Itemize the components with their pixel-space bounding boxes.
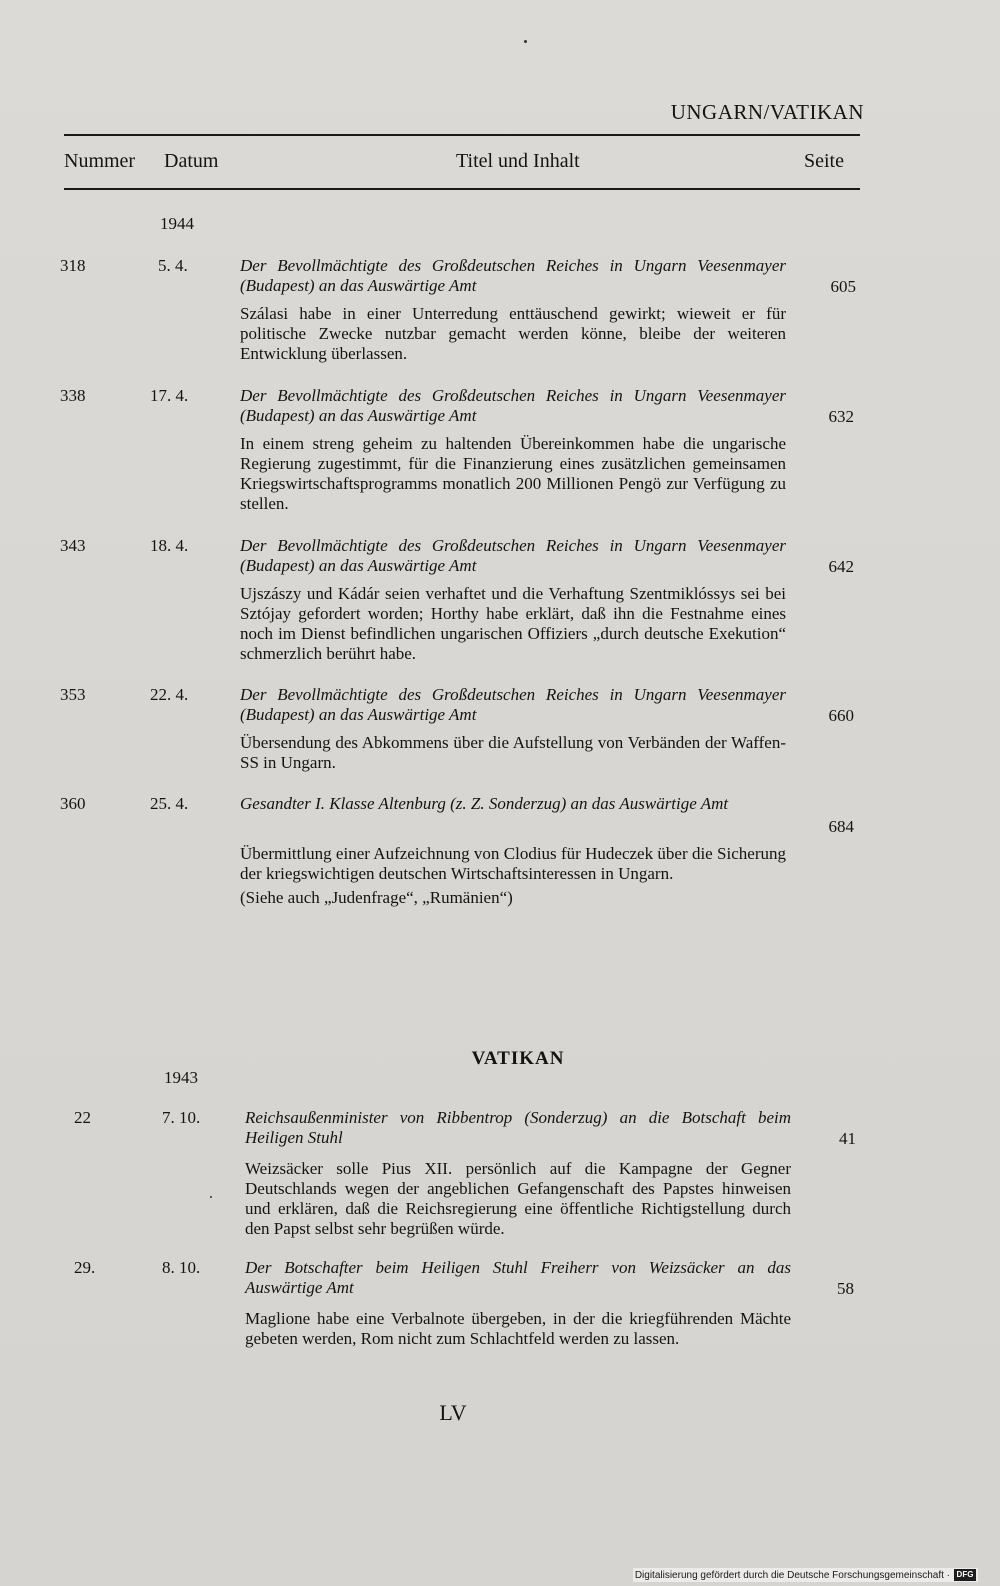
entry-number: 338 bbox=[60, 386, 86, 405]
entry-summary bbox=[245, 1159, 791, 1239]
header-rule-top bbox=[64, 134, 860, 136]
entry-title: Der Bevollmächtigte des Großdeutschen Reiches in Ungarn Veesenmayer (Budapest) an das Auswärtige Amt bbox=[240, 256, 786, 295]
digitization-credit bbox=[633, 1568, 978, 1582]
entry-summary bbox=[240, 584, 786, 664]
column-header-title: Titel und Inhalt bbox=[456, 150, 580, 172]
entry-page: 632 bbox=[828, 407, 854, 426]
page-number: LV bbox=[439, 1400, 467, 1425]
entry-summary bbox=[245, 1309, 791, 1349]
entry-date: 22. 4. bbox=[150, 685, 189, 704]
entry-number: 22 bbox=[74, 1108, 91, 1127]
entry-title: Reichsaußenminister von Ribbentrop (Sonderzug) an die Botschaft beim Heiligen Stuhl bbox=[245, 1108, 791, 1147]
section-heading: VATIKAN bbox=[471, 1048, 565, 1069]
entry-number: 353 bbox=[60, 685, 86, 704]
entry-number: 29. bbox=[74, 1258, 96, 1277]
scan-speck bbox=[524, 40, 527, 43]
summary-paragraph: Ujszászy und Kádár seien verhaftet und die Verhaftung Szentmiklóssys sei bei Sztójay gefordert worden; Horthy habe erklärt, daß ihn die Festnahme eines noch im Dienst befindlichen ungarischen Offiziers „durch deutsche Exekution“ schmerzlich berührt habe. bbox=[240, 584, 786, 663]
year-label-ungarn: 1944 bbox=[160, 214, 194, 233]
entry-page: 58 bbox=[837, 1279, 854, 1298]
entry-date: 8. 10. bbox=[162, 1258, 201, 1277]
year-label-vatikan: 1943 bbox=[164, 1068, 198, 1087]
entry-summary bbox=[240, 733, 786, 773]
summary-paragraph: Weizsäcker solle Pius XII. persönlich auf die Kampagne der Gegner Deutschlands wegen der angeblichen Gefangenschaft des Papstes hinweisen und erklären, daß die Reichsregierung eine öffentliche Richtigstellung durch den Papst selbst sehr begrüßen würde. bbox=[245, 1159, 791, 1238]
entry-page: 642 bbox=[828, 557, 854, 576]
summary-paragraph: Übermittlung einer Aufzeichnung von Clodius für Hudeczek über die Sicherung der kriegswichtigen deutschen Wirtschaftsinteressen in Ungarn. bbox=[240, 844, 786, 883]
summary-paragraph: Maglione habe eine Verbalnote übergeben, in der die kriegführenden Mächte gebeten werden, Rom nicht zum Schlachtfeld werden zu lassen. bbox=[245, 1309, 791, 1348]
running-head: UNGARN/VATIKAN bbox=[670, 100, 864, 124]
entry-title: Der Bevollmächtigte des Großdeutschen Reiches in Ungarn Veesenmayer (Budapest) an das Auswärtige Amt bbox=[240, 386, 786, 425]
entry-summary bbox=[240, 844, 786, 908]
column-header-page: Seite bbox=[804, 150, 844, 172]
entry-page: 660 bbox=[828, 706, 854, 725]
entry-date: 17. 4. bbox=[150, 386, 189, 405]
entry-title: Der Bevollmächtigte des Großdeutschen Reiches in Ungarn Veesenmayer (Budapest) an das Auswärtige Amt bbox=[240, 685, 786, 724]
column-header-date: Datum bbox=[164, 150, 219, 172]
summary-paragraph: In einem streng geheim zu haltenden Übereinkommen habe die ungarische Regierung zugestimmt, für die Finanzierung eines zusätzlichen gemeinsamen Kriegswirtschaftsprogramms monatlich 200 Millionen Pengö zur Verfügung zu stellen. bbox=[240, 434, 786, 513]
entry-number: 360 bbox=[60, 794, 86, 813]
cross-reference: (Siehe auch „Judenfrage“, „Rumänien“) bbox=[240, 888, 513, 907]
entry-title: Der Bevollmächtigte des Großdeutschen Reiches in Ungarn Veesenmayer (Budapest) an das Auswärtige Amt bbox=[240, 536, 786, 575]
entry-date: 7. 10. bbox=[162, 1108, 201, 1127]
entry-page: 41 bbox=[839, 1129, 856, 1148]
entry-page: 605 bbox=[830, 277, 856, 296]
entry-summary bbox=[240, 434, 786, 514]
header-rule-bottom bbox=[64, 188, 860, 190]
entry-date: 5. 4. bbox=[158, 256, 188, 275]
entry-date: 18. 4. bbox=[150, 536, 189, 555]
column-header-number: Nummer bbox=[64, 150, 136, 172]
summary-paragraph: Szálasi habe in einer Unterredung enttäuschend gewirkt; wieweit er für politische Zwecke nutzbar gemacht werden könne, bleibe der weiteren Entwicklung überlassen. bbox=[240, 304, 786, 363]
entry-number: 343 bbox=[60, 536, 86, 555]
entry-page: 684 bbox=[828, 817, 854, 836]
entry-title: Gesandter I. Klasse Altenburg (z. Z. Sonderzug) an das Auswärtige Amt bbox=[240, 794, 729, 813]
summary-paragraph: Übersendung des Abkommens über die Aufstellung von Verbänden der Waffen-SS in Ungarn. bbox=[240, 733, 786, 772]
credit-text: Digitalisierung gefördert durch die Deutsche Forschungsgemeinschaft · bbox=[634, 1569, 950, 1581]
entry-summary bbox=[240, 304, 786, 364]
entry-title: Der Botschafter beim Heiligen Stuhl Freiherr von Weizsäcker an das Auswärtige Amt bbox=[245, 1258, 791, 1297]
dfg-logo-icon: DFG bbox=[954, 1569, 976, 1581]
entry-number: 318 bbox=[60, 256, 86, 275]
scan-speck bbox=[210, 1196, 212, 1198]
entry-date: 25. 4. bbox=[150, 794, 189, 813]
